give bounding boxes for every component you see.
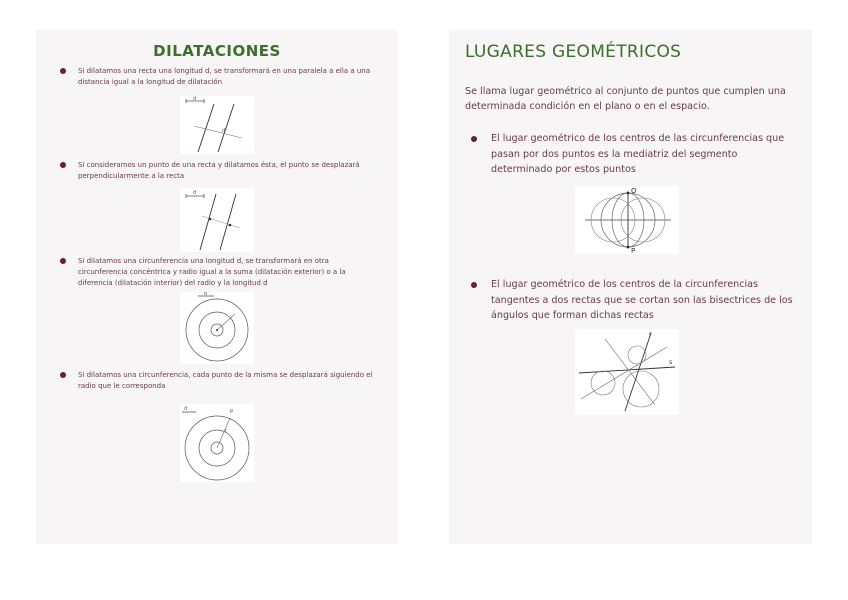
svg-text:d: d (184, 406, 188, 412)
left-page-dilataciones (36, 30, 398, 544)
right-page-title: LUGARES GEOMÉTRICOS (465, 42, 682, 62)
right-page-lugares-geometricos (449, 30, 812, 544)
bullet-text: Si dilatamos una circunferencia, cada punto de la misma se desplazará siguiendo el radio que le corresponda (78, 371, 373, 390)
bullet-text: El lugar geométrico de los centros de las circunferencias que pasan por dos puntos es la mediatriz del segmento determinado por estos puntos (491, 133, 785, 175)
bullet-dot (60, 258, 66, 264)
bullet-text: Si consideramos un punto de una recta y dilatamos ésta, el punto se desplazará perpendicularmente a la recta (78, 161, 360, 180)
svg-text:O: O (631, 187, 637, 195)
d-label: d (193, 96, 197, 102)
bullet-item (471, 131, 801, 178)
bullet-text: Si dilatamos una circunferencia una longitud d, se transformará en otra circunferencia concéntrica y radio igual a la suma (dilatación exterior) o a la diferencia (dilatación interior) del radio y la longitud d (78, 257, 346, 287)
bullet-text: El lugar geométrico de los centros de la circunferencias tangentes a dos rectas que se cortan son las bisectrices de los ángulos que forman dichas rectas (491, 279, 793, 321)
dilated-line (218, 104, 234, 152)
radius-line (217, 418, 230, 448)
svg-text:s: s (669, 359, 673, 366)
svg-text:d: d (193, 190, 197, 196)
original-point (209, 218, 212, 221)
intro-paragraph: Se llama lugar geométrico al conjunto de puntos que cumplen una determinada condición en el plano o en el espacio. (465, 86, 786, 112)
bullet-item (471, 277, 801, 324)
bullet-dot (60, 162, 66, 168)
svg-text:r: r (225, 428, 228, 434)
svg-text:p: p (230, 408, 234, 414)
point-p (627, 246, 630, 249)
original-line (198, 104, 214, 152)
displaced-point (229, 224, 232, 227)
figure-radial-displacement (180, 404, 254, 482)
svg-text:d: d (204, 292, 208, 297)
figure-parallel-line-dilation (180, 96, 254, 154)
svg-text:r: r (649, 331, 652, 338)
bullet-dot (471, 136, 477, 142)
figure-point-displacement (180, 188, 254, 252)
svg-text:d: d (222, 128, 226, 134)
figure-mediatrix (575, 186, 679, 254)
bullet-item (60, 370, 378, 392)
svg-text:P: P (631, 247, 636, 254)
bullet-text: Si dilatamos una recta una longitud d, se transformará en una paralela a ella a una distancia igual a la longitud de dilatación (78, 67, 371, 86)
bullet-dot (60, 68, 66, 74)
figure-bisectors (575, 329, 679, 415)
bullet-dot (60, 372, 66, 378)
point-o (627, 192, 630, 195)
bullet-item (60, 256, 378, 289)
bullet-item (60, 66, 378, 88)
left-page-title: DILATACIONES (153, 42, 281, 60)
figure-concentric-dilation (180, 292, 254, 364)
bullet-item (60, 160, 378, 182)
bullet-dot (471, 282, 477, 288)
